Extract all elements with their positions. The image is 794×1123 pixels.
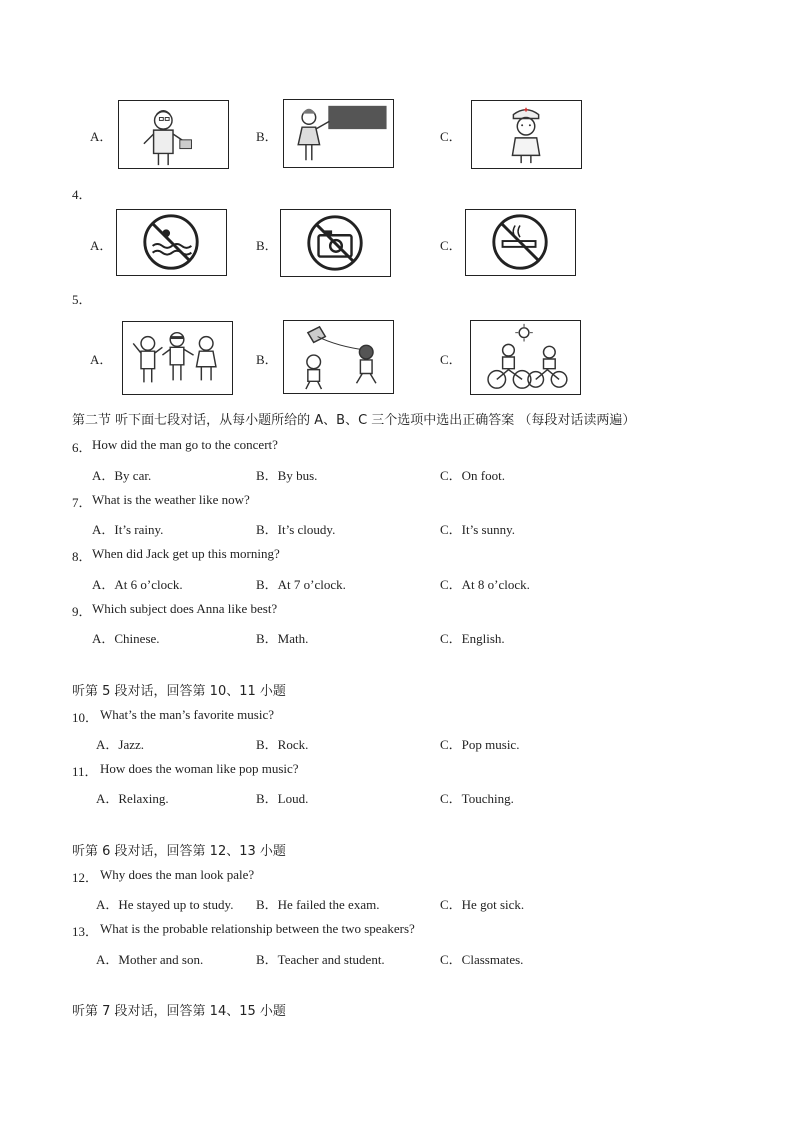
kids-riding-bikes-picture [470, 320, 581, 395]
question-number: 13． [72, 924, 99, 939]
option-b[interactable]: B．By bus. [256, 468, 318, 483]
option-b[interactable]: B．Teacher and student. [256, 952, 385, 967]
option-letter: A． [90, 129, 113, 144]
option-c[interactable]: C．Touching. [440, 791, 514, 806]
question-number: 10． [72, 710, 99, 725]
dialogue-heading: 听第 6 段对话，回答第 12、13 小题 [72, 844, 286, 859]
question-number: 5． [72, 292, 92, 307]
option-a[interactable]: A．Relaxing. [96, 791, 169, 806]
option-a[interactable]: A．Jazz. [96, 737, 145, 752]
question-number: 8． [72, 549, 92, 564]
option-a[interactable]: A．At 6 o’clock. [92, 577, 183, 592]
option-letter: C． [440, 352, 462, 367]
option-b[interactable]: B．At 7 o’clock. [256, 577, 346, 592]
question-number: 9． [72, 604, 92, 619]
option-c[interactable]: C．On foot. [440, 468, 506, 483]
option-letter: B． [256, 238, 278, 253]
option-a[interactable]: A．By car. [92, 468, 152, 483]
question-text: How did the man go to the concert? [92, 437, 278, 452]
option-c[interactable]: C．He got sick. [440, 897, 525, 912]
no-smoking-sign [465, 209, 576, 276]
option-c[interactable]: C．At 8 o’clock. [440, 577, 530, 592]
question-text: What is the probable relationship between the two speakers? [100, 921, 415, 936]
question-text: What is the weather like now? [92, 492, 250, 507]
question-text: Why does the man look pale? [100, 867, 255, 882]
option-a[interactable]: A．Chinese. [92, 631, 160, 646]
option-c[interactable]: C．Classmates. [440, 952, 524, 967]
dialogue-heading: 听第 7 段对话，回答第 14、15 小题 [72, 1004, 286, 1019]
kids-playing-game-picture [122, 321, 233, 395]
kids-flying-kite-picture [283, 320, 394, 394]
dialogue-heading: 听第 5 段对话，回答第 10、11 小题 [72, 684, 286, 699]
question-text: How does the woman like pop music? [100, 761, 299, 776]
option-a[interactable]: A．It’s rainy. [92, 522, 164, 537]
question-text: When did Jack get up this morning? [92, 546, 280, 561]
option-b[interactable]: B．Loud. [256, 791, 309, 806]
question-text: Which subject does Anna like best? [92, 601, 278, 616]
option-letter: C． [440, 238, 462, 253]
option-c[interactable]: C．English. [440, 631, 505, 646]
doctor-with-bag-picture [118, 100, 229, 169]
question-number: 6． [72, 440, 92, 455]
question-text: What’s the man’s favorite music? [100, 707, 275, 722]
option-letter: B． [256, 129, 278, 144]
option-letter: C． [440, 129, 462, 144]
option-a[interactable]: A．Mother and son. [96, 952, 204, 967]
option-a[interactable]: A．He stayed up to study. [96, 897, 234, 912]
question-number: 7． [72, 495, 92, 510]
teacher-at-blackboard-picture [283, 99, 394, 168]
no-swimming-sign [116, 209, 227, 276]
question-number: 4． [72, 187, 92, 202]
no-photos-sign [280, 209, 391, 277]
nurse-picture [471, 100, 582, 169]
section-heading: 第二节 听下面七段对话，从每小题所给的 A、B、C 三个选项中选出正确答案 （每段对话读两遍） [72, 413, 636, 428]
question-number: 12． [72, 870, 99, 885]
option-b[interactable]: B．He failed the exam. [256, 897, 380, 912]
option-letter: A． [90, 238, 113, 253]
option-letter: B． [256, 352, 278, 367]
question-number: 11． [72, 764, 98, 779]
option-b[interactable]: B．Rock. [256, 737, 309, 752]
option-c[interactable]: C．Pop music. [440, 737, 520, 752]
option-b[interactable]: B．Math. [256, 631, 309, 646]
option-letter: A． [90, 352, 113, 367]
option-c[interactable]: C．It’s sunny. [440, 522, 515, 537]
option-b[interactable]: B．It’s cloudy. [256, 522, 336, 537]
